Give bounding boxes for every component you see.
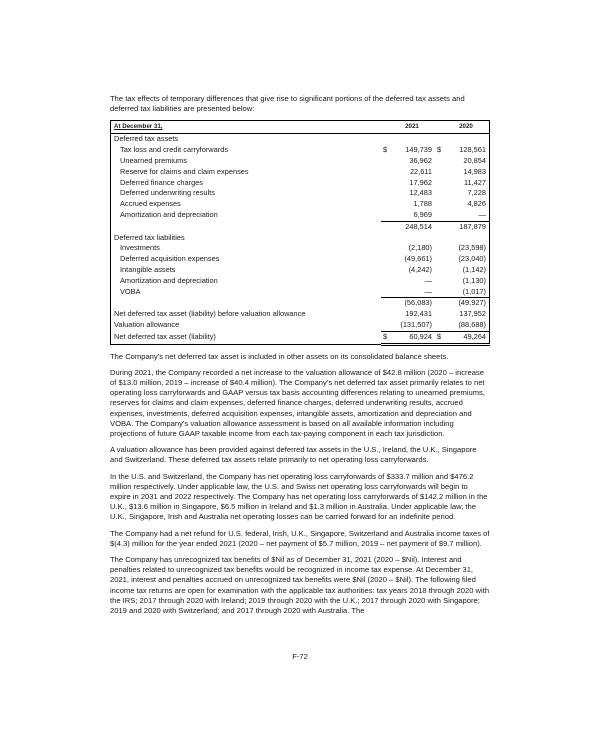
paragraph-3: A valuation allowance has been provided against deferred tax assets in the U.S., Ireland, the U.K., Singapore and Switzerland. These deferred tax assets relate primarily to net operating loss carryforwards. bbox=[110, 445, 477, 465]
paragraph-4: In the U.S. and Switzerland, the Company has net operating loss carryforwards of $333.7 million and $476.2 million respectively. Under applicable law, the U.S. and Swiss net operating loss carryforwards will begin to expire in 2031 and 2022 respectively. The Company has net operating loss carryforwards of $142.2 million in the U.K., $13.6 million in Singapore, $6.5 million in Ireland and $1.3 million in Australia. Under applicable law, the U.K., Singapore, Irish and Australia net operating losses can be carried forward for an indefinite period. bbox=[110, 471, 488, 522]
row-value-2020: 4,826 bbox=[467, 199, 486, 209]
net-dollar-2021: $ bbox=[381, 331, 392, 344]
row-value-2021: 1,788 bbox=[413, 199, 432, 209]
table-row bbox=[111, 243, 490, 254]
row-dollar-2020 bbox=[435, 156, 446, 167]
row-value-2021: (4,242) bbox=[408, 264, 432, 274]
table-row bbox=[111, 265, 490, 276]
row-dollar-2021 bbox=[381, 178, 392, 189]
assets-total-2020: 187,879 bbox=[446, 221, 490, 232]
valuation-2021: (131,507) bbox=[400, 319, 432, 329]
liabilities-total-2021: (56,083) bbox=[392, 298, 435, 309]
row-label: VOBA bbox=[120, 286, 141, 296]
paragraph-6: The Company has unrecognized tax benefits of $Nil as of December 31, 2021 (2020 – $Nil). Interest and penalties related to unrecognized tax benefits would be recognized in income tax expense. At December 31, 2021, interest and penalties accrued on unrecognized tax benefits were $Nil (2020 – $Nil). The following filed income tax returns are open for examination with the applicable tax authorities: tax years 2018 through 2020 with the IRS; 2017 through 2020 with Ireland; 2019 through 2020 with the U.K.; 2017 through 2020 with Singapore; 2019 and 2020 with Switzerland; and 2017 through 2020 with Australia. The bbox=[110, 555, 490, 616]
row-value-2021: (49,661) bbox=[404, 254, 432, 264]
row-label: Deferred acquisition expenses bbox=[120, 254, 220, 264]
header-label: At December 31, bbox=[111, 121, 382, 134]
row-dollar-2021: $ bbox=[383, 145, 388, 155]
row-dollar-2021 bbox=[381, 276, 392, 287]
intro-paragraph: The tax effects of temporary differences that give rise to significant portions of the deferred tax assets and deferred tax liabilities are presented below: bbox=[110, 94, 465, 114]
assets-heading-row bbox=[111, 134, 490, 145]
table-row bbox=[111, 156, 490, 167]
table-row bbox=[111, 254, 490, 265]
row-value-2021: (2,180) bbox=[408, 243, 432, 253]
row-value-2020: (1,142) bbox=[462, 264, 486, 274]
row-dollar-2021 bbox=[381, 265, 392, 276]
table-row bbox=[111, 210, 490, 221]
row-label: Deferred underwriting results bbox=[120, 188, 215, 198]
row-dollar-2020 bbox=[435, 254, 446, 265]
row-value-2020: — bbox=[478, 209, 486, 219]
row-dollar-2020 bbox=[435, 243, 446, 254]
paragraph-5: The Company had a net refund for U.S. federal, Irish, U.K., Singapore, Switzerland and Australia income taxes of $(4.3) million for the year ended 2021 (2020 – net payment of $5.7 million, 2019 – net payment of $9.7 million). bbox=[110, 528, 490, 548]
header-year-2021: 2021 bbox=[392, 121, 435, 134]
row-dollar-2020 bbox=[435, 178, 446, 189]
row-label: Deferred finance charges bbox=[120, 177, 203, 187]
header-year-2020: 2020 bbox=[446, 121, 490, 134]
net-row bbox=[111, 331, 490, 344]
liabilities-total-row bbox=[111, 298, 490, 309]
row-dollar-2020 bbox=[435, 199, 446, 210]
row-dollar-2020 bbox=[435, 265, 446, 276]
net-label: Net deferred tax asset (liability) bbox=[114, 332, 216, 341]
row-dollar-2021 bbox=[381, 287, 392, 298]
row-dollar-2020: $ bbox=[437, 145, 442, 155]
row-label: Unearned premiums bbox=[120, 156, 187, 165]
table-row bbox=[111, 287, 490, 298]
net-dollar-2020: $ bbox=[435, 331, 446, 344]
row-value-2021: 6,969 bbox=[413, 209, 432, 219]
row-dollar-2021 bbox=[381, 243, 392, 254]
row-dollar-2021 bbox=[381, 167, 392, 178]
table-row bbox=[111, 188, 490, 199]
row-dollar-2020 bbox=[435, 276, 446, 287]
row-label: Investments bbox=[120, 243, 160, 253]
row-dollar-2021 bbox=[381, 188, 392, 199]
row-value-2020: 20,854 bbox=[463, 156, 486, 165]
net-2020: 49,264 bbox=[446, 331, 490, 344]
paragraph-1: The Company’s net deferred tax asset is included in other assets on its consolidated balance sheets. bbox=[110, 351, 449, 361]
row-dollar-2020 bbox=[435, 210, 446, 221]
row-value-2020: (1,130) bbox=[462, 275, 486, 285]
liabilities-heading-row bbox=[111, 233, 490, 244]
row-value-2021: 17,962 bbox=[409, 177, 432, 187]
valuation-label: Valuation allowance bbox=[114, 320, 180, 330]
page-content bbox=[110, 94, 490, 616]
table-row bbox=[111, 145, 490, 156]
net-before-2020: 137,952 bbox=[459, 309, 486, 319]
assets-rows bbox=[111, 145, 490, 221]
row-dollar-2020 bbox=[435, 287, 446, 298]
row-label: Amortization and depreciation bbox=[120, 210, 218, 220]
row-dollar-2021 bbox=[381, 156, 392, 167]
paragraph-2: During 2021, the Company recorded a net increase to the valuation allowance of $42.8 million (2020 – increase of $13.0 million, 2019 – increase of $40.4 million). The Company’s net deferred tax asset primarily relates to net operating loss carryforwards and GAAP versus tax basis accounting differences relating to unearned premiums, reserves for claims and claim expenses, deferred finance charges, deferred underwriting results, accrued expenses, investments, deferred acquisition expenses, intangible assets, amortization and depreciation and VOBA. The Company’s valuation allowance assessment is based on all available information including projections of future GAAP taxable income from each tax-paying component in each tax jurisdiction. bbox=[110, 367, 485, 438]
row-value-2020: (23,040) bbox=[458, 254, 486, 264]
row-dollar-2020 bbox=[435, 167, 446, 178]
table-row bbox=[111, 167, 490, 178]
row-value-2021: 36,962 bbox=[409, 156, 432, 165]
row-dollar-2021 bbox=[381, 254, 392, 265]
net-before-row bbox=[111, 309, 490, 320]
valuation-row bbox=[111, 320, 490, 331]
row-value-2021: — bbox=[424, 286, 432, 296]
valuation-2020: (88,688) bbox=[458, 319, 486, 329]
row-value-2020: 14,983 bbox=[463, 166, 486, 176]
net-before-2021: 192,431 bbox=[405, 309, 432, 319]
assets-total-row bbox=[111, 221, 490, 232]
net-2021: 60,924 bbox=[392, 331, 435, 344]
assets-total-2021: 248,514 bbox=[392, 221, 435, 232]
row-value-2020: 128,561 bbox=[459, 145, 486, 155]
row-value-2020: 7,228 bbox=[467, 188, 486, 198]
row-label: Intangible assets bbox=[120, 264, 176, 274]
row-label: Amortization and depreciation bbox=[120, 275, 218, 285]
liabilities-heading: Deferred tax liabilities bbox=[114, 232, 185, 242]
table-row bbox=[111, 276, 490, 287]
net-before-label: Net deferred tax asset (liability) before valuation allowance bbox=[114, 309, 306, 319]
row-label: Accrued expenses bbox=[120, 199, 181, 209]
row-dollar-2021 bbox=[381, 210, 392, 221]
liabilities-rows bbox=[111, 243, 490, 297]
row-value-2020: (23,598) bbox=[458, 243, 486, 253]
row-value-2021: 149,739 bbox=[405, 145, 432, 155]
row-label: Reserve for claims and claim expenses bbox=[120, 166, 249, 176]
deferred-tax-table bbox=[110, 120, 490, 345]
row-value-2021: 22,611 bbox=[409, 166, 432, 176]
liabilities-total-2020: (49,927) bbox=[446, 298, 490, 309]
page-number: F-72 bbox=[292, 652, 308, 661]
row-dollar-2021 bbox=[381, 199, 392, 210]
table-header-row bbox=[111, 121, 490, 134]
row-dollar-2020 bbox=[435, 188, 446, 199]
row-value-2020: 11,427 bbox=[463, 177, 486, 187]
row-value-2020: (1,017) bbox=[462, 286, 486, 296]
assets-heading: Deferred tax assets bbox=[114, 134, 179, 144]
row-value-2021: 12,483 bbox=[409, 188, 432, 198]
table-row bbox=[111, 178, 490, 189]
row-label: Tax loss and credit carryforwards bbox=[120, 145, 229, 155]
row-value-2021: — bbox=[424, 275, 432, 285]
table-row bbox=[111, 199, 490, 210]
